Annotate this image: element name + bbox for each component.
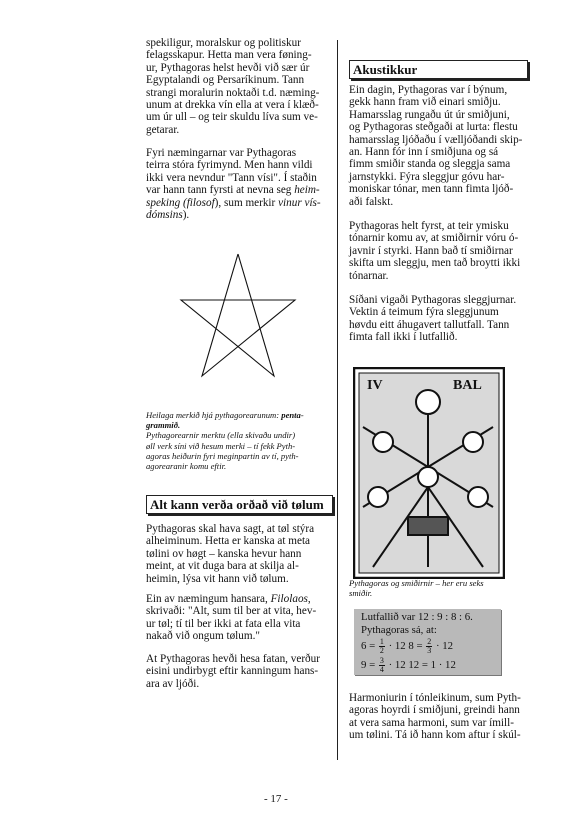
- paragraph-hammers-swap: Pythagoras helt fyrst, at teir ymisku tónarnir komu av, at smiðirnir vóru ó- javnir í styrki. Hann bað tí smiðirnar skifta um sleggju, men tað broytti ikki tónarnar.: [349, 220, 521, 282]
- section-heading-acoustics: Akustikkur: [349, 60, 528, 79]
- ratio-line-2: Pythagoras sá, at:: [361, 624, 437, 636]
- ratio-line-3: 6 = $\frac{1}{2}$ · 12 8 = $\frac{2}{3}$ · 12: [361, 637, 454, 655]
- ratio-line-1: Lutfallið var 12 : 9 : 8 : 6.: [361, 611, 473, 623]
- woodcut-blacksmiths-image: [353, 367, 505, 579]
- pentagram-figure: [179, 252, 297, 378]
- woodcut-label-left: IV: [367, 378, 383, 393]
- paragraph-numbers-rule: Pythagoras skal hava sagt, at tøl stýra alheiminum. Hetta er kanska at meta tølini ov høgt – kanska hevur hann meint, at vit duga bara at skilja al- heimin, lýsa vit hann við tølum.: [146, 523, 315, 585]
- paragraph-smithy: Ein dagin, Pythagoras var í býnum, gekk hann fram við einari smiðju. Hamarsslag rungaðu út úr smiðjuni, og Pythagoras steðgaði at lurta: flestu hamarsslag ljóðaðu í vælljóðandi skip- an. Hann fór inn í smiðjuna og sá fimm smiðir standa og sleggja sama jarnstykki. Fýra sleggjur góvu har- moniskar tónar, men tann fimta ljóð- aði falskt.: [349, 84, 523, 208]
- pentagram-caption: Heilaga merkið hjá pythagorearunum: penta- grammið. Pythagorearnir merktu (ella skivaðu undir) øll verk síni við hesum merki – tí fekk Pyth- agoras heiðurin fyri meginpartin av tí, pyth- agorearanir komu eftir.: [146, 410, 304, 472]
- paragraph-society: spekiligur, moralskur og politiskur felagsskapur. Hetta man vera føning- ur, Pythagoras helst hevði við sær úr Egyptalandi og Persaríkinum. Tann strangi moralurin noktaði t.d. næming- unum at drekka vín ella at vera í klæð- um úr ull – og teir skuldu líva sum ve- getarar.: [146, 37, 320, 136]
- paragraph-philosopher: Fyri næmingarnar var Pythagoras teirra stóra fyrimynd. Men hann vildi ikki vera nevndur "Tann vísi". Í staðin var hann tann fyrsti at nevna seg heim- speking (filosof), sum merkir vinur vís- dómsins).: [146, 147, 321, 222]
- column-divider: [337, 40, 338, 760]
- paragraph-weights: Síðani vigaði Pythagoras sleggjurnar. Vektin á teimum fýra sleggjunum høvdu eitt áhugavert tallutfall. Tann fimta fall ikki í lutfallið.: [349, 294, 517, 344]
- paragraph-filolaos: Ein av næmingum hansara, Filolaos, skrivaði: "Alt, sum til ber at vita, hev- ur tøl; tí til ber ikki at fata ella vita nakað við ongum tølum.": [146, 593, 317, 643]
- woodcut-caption: Pythagoras og smiðirnir – her eru seks smiðir.: [349, 578, 484, 599]
- page-number: - 17 -: [264, 793, 288, 805]
- section-heading-numbers: Alt kann verða orðað við tølum: [146, 495, 333, 514]
- ratio-line-4: 9 = $\frac{3}{4}$ · 12 12 = 1 · 12: [361, 656, 456, 674]
- woodcut-label-right: BAL: [453, 378, 482, 393]
- ratio-box: [354, 609, 501, 675]
- paragraph-harmony: Harmoniurin í tónleikinum, sum Pyth- agoras hoyrdi í smiðjuni, greindi hann at vera sama harmoni, sum var ímill- um tølini. Tá ið hann kom aftur í skúl-: [349, 692, 521, 742]
- paragraph-sound: At Pythagoras hevði hesa fatan, verður eisini undirbygt eftir kanningum hans- ara av ljóði.: [146, 653, 320, 690]
